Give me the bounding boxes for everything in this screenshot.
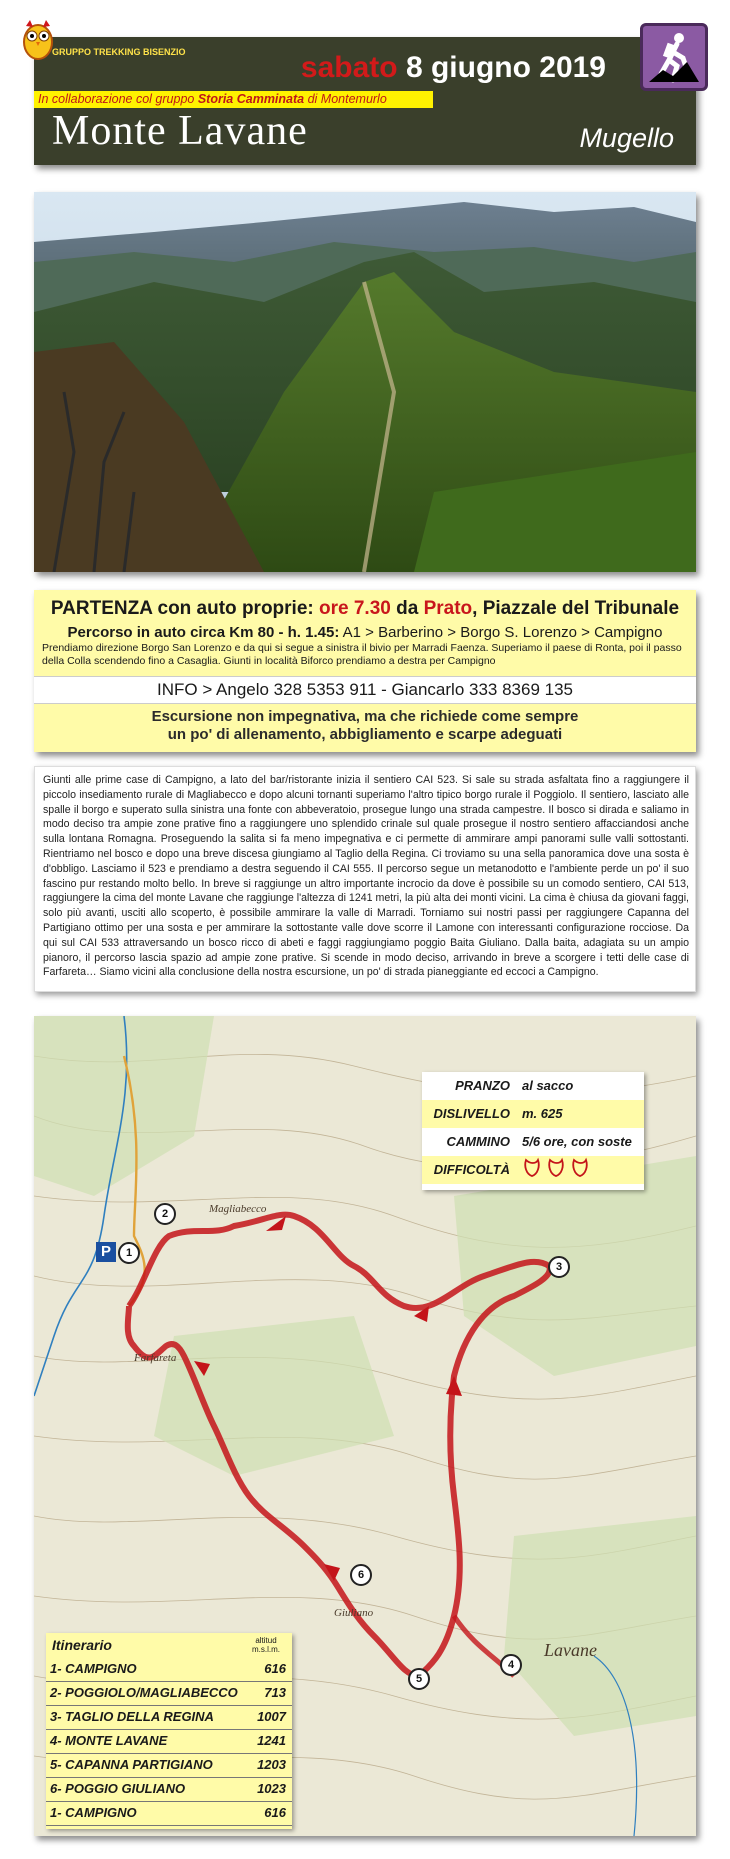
- car-route: [34, 624, 696, 641]
- departure-city: Prato: [423, 598, 473, 619]
- itinerary-row: [46, 1753, 292, 1778]
- route-steps: A1 > Barberino > Borgo S. Lorenzo > Campigno: [339, 624, 663, 641]
- departure-time: ore 7.30: [319, 598, 391, 619]
- itinerary-altitude: 1007: [257, 1709, 286, 1724]
- itinerary-row: [46, 1729, 292, 1754]
- itinerary-altitude: 616: [264, 1661, 286, 1676]
- map-label-lavane: Lavane: [544, 1640, 597, 1660]
- collab-group: Storia Camminata: [197, 92, 305, 106]
- hike-stats-box: [422, 1072, 644, 1190]
- collab-prefix: In collaborazione col gruppo: [38, 92, 198, 106]
- altitude-header: altitud m.s.l.m.: [252, 1636, 280, 1654]
- waypoint-2: 2: [154, 1203, 176, 1225]
- itinerary-table: [46, 1633, 292, 1829]
- group-name: GRUPPO TREKKING BISENZIO: [52, 47, 186, 57]
- route-distance: Percorso in auto circa Km 80 - h. 1.45:: [67, 624, 340, 641]
- itinerary-altitude: 713: [264, 1685, 286, 1700]
- collaboration-banner: [34, 91, 433, 108]
- itinerary-altitude: 1023: [257, 1781, 286, 1796]
- area-label: Mugello: [579, 123, 674, 153]
- itinerary-row: [46, 1705, 292, 1730]
- departure-label: PARTENZA: [50, 598, 153, 619]
- itinerary-row: [46, 1801, 292, 1826]
- itinerary-altitude: 1241: [257, 1733, 286, 1748]
- itinerary-stop: 3- TAGLIO DELLA REGINA: [50, 1709, 214, 1724]
- itinerary-stop: 1- CAMPIGNO: [50, 1805, 137, 1820]
- stat-lunch: PRANZO al sacco: [455, 1078, 574, 1093]
- map-label-giuliano: Giuliano: [334, 1607, 374, 1619]
- event-date: [301, 51, 606, 85]
- departure-place: , Piazzale del Tribunale: [472, 598, 680, 619]
- itinerary-altitude: 616: [264, 1805, 286, 1820]
- note-line-1: Escursione non impegnativa, ma che richiede come sempre: [151, 708, 579, 725]
- difficulty-note: [34, 708, 696, 744]
- departure-info-box: [34, 590, 696, 752]
- route-description: Prendiamo direzione Borgo San Lorenzo e da qui si segue a sinistra il bivio per Marradi Faenza. Superiamo il paese di Ronta, poi il passo della Colla scendendo fino a Casaglia. Giunti in località Biforco prendiamo a destra per Campigno: [42, 642, 682, 667]
- itinerary-stop: 5- CAPANNA PARTIGIANO: [50, 1757, 213, 1772]
- waypoint-1: 1: [118, 1242, 140, 1264]
- departure-line: [34, 598, 696, 620]
- stat-walk: CAMMINO 5/6 ore, con soste: [446, 1134, 632, 1149]
- itinerary-stop: 6- POGGIO GIULIANO: [50, 1781, 186, 1796]
- hiker-icon: [640, 23, 708, 91]
- difficulty-icons: [522, 1156, 602, 1190]
- departure-from: da: [390, 598, 424, 619]
- collab-suffix: di Montemurlo: [304, 92, 387, 106]
- itinerary-title: Itinerario: [52, 1637, 112, 1653]
- stat-difficulty: DIFFICOLTÀ: [422, 1156, 644, 1184]
- landscape-photo: [34, 192, 696, 572]
- trail-description: Giunti alle prime case di Campigno, a lato del bar/ristorante inizia il sentiero CAI 523. Si sale su strada asfaltata fino a raggiungere il piccolo insediamento rurale di Magliabecco e dopo alcuni tornanti superiamo l'altro tipico borgo rurale il Poggiolo. Il sentiero, lasciato alle spalle il borgo e superato sulla sinistra una fonte con abbeveratoio, prosegue lungo una strada campestre. Il bosco si dirada e saliamo in modo deciso tra ampie zone prative fino a raggiungere uno splendido crinale sul quale prosegue il nostro sentiero affacciandosi anche sulla lontana Romagna. Proseguendo la salita si fa meno impegnativa e ci permette di ammirare ampi panorami sulle valli sottostanti. Rientriamo nel bosco e dopo una breve discesa giungiamo al Taglio della Regina. Ci troviamo su una sella panoramica dove una sosta è d'obbligo. Lasciamo il 523 e prendiamo a destra seguendo il CAI 555. Il percorso segue un metanodotto e l'ambiente perde un po' il suo fascino pur restando molto bello. In breve si raggiunge un altro importante incrocio da dove è possibile su un comodo sentiero, CAI 513, raggiungere la cima del monte Lavane che raggiunge l'altezza di 1241 metri, la più alta dei monti vicini. La cima è chiusa da giovani faggi, solo più avanti, usciti allo scoperto, è possibile ammirare la valle di Marradi. Torniamo sui nostri passi per raggiungere Capanna del Partigiano ottimo per una sosta e per ammirare la sottostante valle dove scorre il Lamone con interessanti configurazione rocciose. Da qui sul CAI 533 attraversando un bosco ricco di abeti e faggi raggiungiamo poggio Baita Giuliano. Dalla baita, adagiata su un ampio pianoro, il percorso lascia spazio ad ampie zone prative. Si scende in modo deciso, arrivando in breve a scorgere i tetti delle case di Farfareta… Siamo vicini alla conclusione della nostra escursione, un po' di strada pianeggiante ed eccoci a Campigno.: [43, 774, 689, 979]
- stat-climb: DISLIVELLO m. 625: [422, 1100, 644, 1128]
- note-line-2: un po' di allenamento, abbigliamento e scarpe adeguati: [167, 726, 563, 743]
- itinerary-altitude: 1203: [257, 1757, 286, 1772]
- itinerary-stop: 2- POGGIOLO/MAGLIABECCO: [50, 1685, 238, 1700]
- map-label-farfareta: Farfareta: [134, 1352, 177, 1364]
- itinerary-stop: 1- CAMPIGNO: [50, 1661, 137, 1676]
- waypoint-6: 6: [350, 1564, 372, 1586]
- itinerary-row: [46, 1681, 292, 1706]
- parking-icon: P: [96, 1242, 116, 1262]
- waypoint-5: 5: [408, 1668, 430, 1690]
- trail-description-box: [34, 766, 696, 992]
- date-text: 8 giugno 2019: [405, 51, 606, 84]
- map-label-magliabecco: Magliabecco: [209, 1203, 267, 1215]
- itinerary-row: [46, 1777, 292, 1802]
- itinerary-stop: 4- MONTE LAVANE: [50, 1733, 168, 1748]
- itinerary-row: [46, 1657, 292, 1682]
- departure-with: con auto proprie:: [152, 598, 319, 619]
- day-of-week: sabato: [300, 51, 398, 84]
- waypoint-4: 4: [500, 1654, 522, 1676]
- contacts-line: INFO > Angelo 328 5353 911 - Giancarlo 333 8369 135: [34, 676, 696, 704]
- page-title: Monte Lavane: [52, 108, 308, 154]
- waypoint-3: 3: [548, 1256, 570, 1278]
